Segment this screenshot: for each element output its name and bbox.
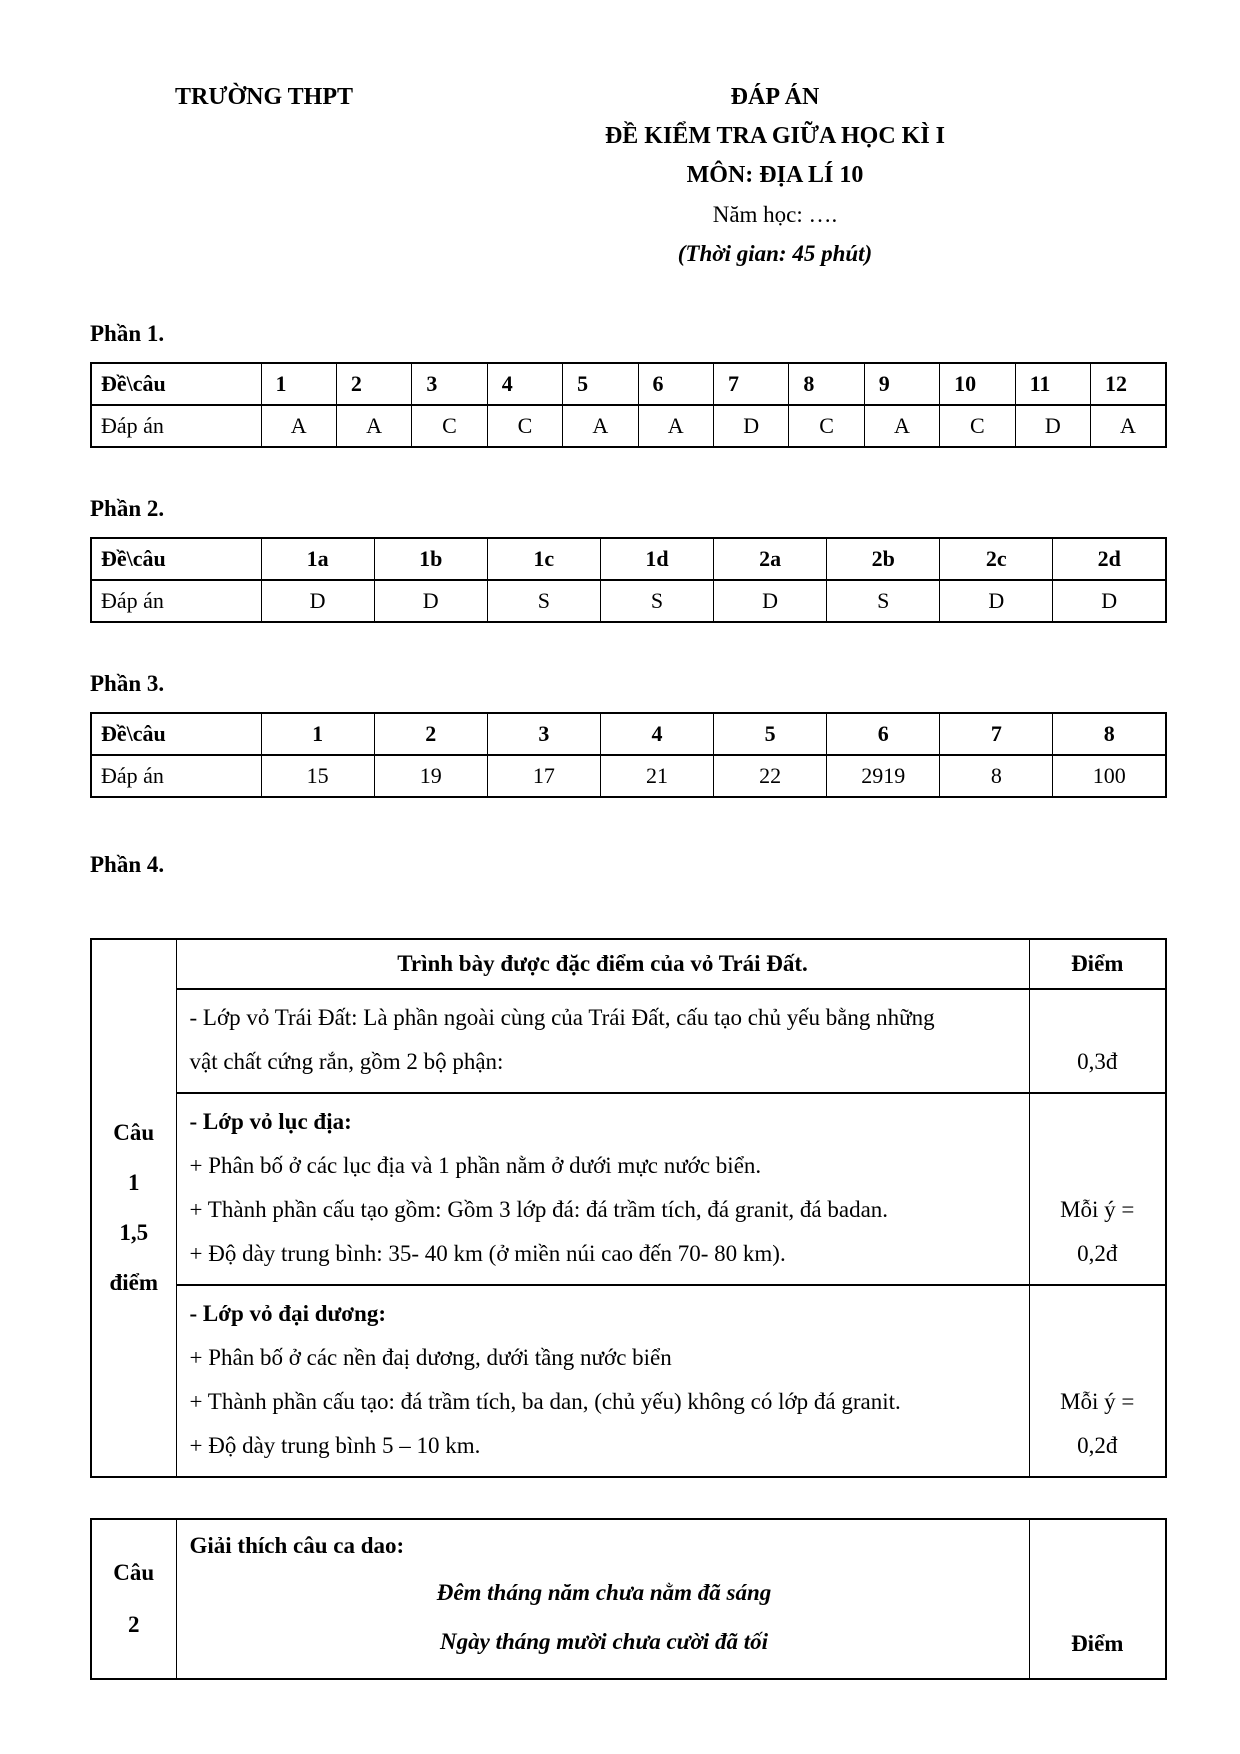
column-header: 11: [1015, 363, 1090, 405]
points-value: 0,2đ: [1077, 1241, 1118, 1266]
answer-cell: 2919: [827, 755, 940, 797]
answer-cell: 8: [940, 755, 1053, 797]
document-header: [90, 78, 1167, 273]
column-header: 1c: [487, 538, 600, 580]
rubric-line: - Lớp vỏ lục địa:: [189, 1109, 352, 1134]
answer-cell: S: [827, 580, 940, 622]
column-header: 8: [1053, 713, 1166, 755]
answer-table-part3: [90, 712, 1167, 798]
column-header: 9: [864, 363, 939, 405]
answer-row: [91, 755, 1166, 797]
answer-cell: D: [261, 580, 374, 622]
column-header: 2b: [827, 538, 940, 580]
rubric-line: + Độ dày trung bình 5 – 10 km.: [189, 1433, 481, 1458]
rubric-row: [91, 1093, 1166, 1285]
rubric-line: + Thành phần cấu tạo: đá trầm tích, ba dan, (chủ yếu) không có lớp đá granit.: [189, 1389, 901, 1414]
answer-cell: S: [487, 580, 600, 622]
answer-cell: D: [940, 580, 1053, 622]
question2-content: [176, 1519, 1029, 1679]
answer-cell: D: [1015, 405, 1090, 447]
answer-table-part1: [90, 362, 1167, 448]
section-heading-part3: Phần 3.: [90, 671, 165, 696]
rubric-line: - Lớp vỏ Trái Đất: Là phần ngoài cùng của Trái Đất, cấu tạo chủ yếu bằng những vật chất cứng rắn, gồm 2 bộ phận:: [189, 1005, 935, 1074]
column-header: 1b: [374, 538, 487, 580]
answer-cell: 21: [600, 755, 713, 797]
question-score: 1,5: [119, 1220, 149, 1245]
column-header: 2d: [1053, 538, 1166, 580]
answer-cell: D: [713, 405, 788, 447]
answer-key-title: ĐÁP ÁN: [730, 84, 820, 110]
points-cell: [1029, 1285, 1166, 1477]
answer-cell: D: [714, 580, 827, 622]
section-heading-part1: Phần 1.: [90, 321, 165, 346]
question-number: 2: [128, 1612, 140, 1637]
column-header: 2c: [940, 538, 1053, 580]
rubric-line: - Lớp vỏ đại dương:: [189, 1301, 386, 1326]
column-header: 5: [563, 363, 638, 405]
answer-cell: A: [1090, 405, 1166, 447]
answer-cell: A: [563, 405, 638, 447]
answer-cell: A: [864, 405, 939, 447]
column-header: 5: [714, 713, 827, 755]
rubric-row-content: [176, 1285, 1029, 1477]
question-word: Câu: [113, 1560, 155, 1585]
column-header: 2: [374, 713, 487, 755]
rubric-line: + Phân bố ở các nền đaị dương, dưới tầng nước biển: [189, 1345, 672, 1370]
column-header: 8: [789, 363, 864, 405]
answer-cell: C: [487, 405, 562, 447]
answer-cell: 19: [374, 755, 487, 797]
answer-cell: C: [412, 405, 487, 447]
answer-cell: C: [940, 405, 1015, 447]
answer-row: [91, 405, 1166, 447]
answer-cell: D: [374, 580, 487, 622]
rubric-row: [91, 1285, 1166, 1477]
section-heading-part4: Phần 4.: [90, 852, 165, 877]
column-header: 6: [638, 363, 713, 405]
points-header: Điểm: [1029, 1519, 1166, 1679]
points-header: Điểm: [1029, 939, 1166, 989]
question-score-unit: điểm: [109, 1270, 159, 1295]
row-label: Đáp án: [91, 580, 261, 622]
column-header: 4: [600, 713, 713, 755]
rubric-row-content: [176, 1093, 1029, 1285]
question2-intro: Giải thích câu ca dao:: [189, 1533, 405, 1558]
points-cell: [1029, 989, 1166, 1093]
points-value: 0,2đ: [1077, 1433, 1118, 1458]
column-header: 12: [1090, 363, 1166, 405]
column-header: 1: [261, 363, 336, 405]
answer-cell: 15: [261, 755, 374, 797]
answer-cell: A: [336, 405, 411, 447]
rubric-row-content: [176, 989, 1029, 1093]
column-header: 2: [336, 363, 411, 405]
question2-label: [91, 1519, 176, 1679]
answer-cell: C: [789, 405, 864, 447]
column-header: 3: [412, 363, 487, 405]
points-cell: [1029, 1093, 1166, 1285]
section-heading-part2: Phần 2.: [90, 496, 165, 521]
answer-cell: 100: [1053, 755, 1166, 797]
points-value: 0,3đ: [1077, 1049, 1118, 1074]
school-year: Năm học: ….: [712, 202, 838, 227]
column-header: 2a: [714, 538, 827, 580]
column-header: 4: [487, 363, 562, 405]
answer-cell: S: [600, 580, 713, 622]
answer-cell: 17: [487, 755, 600, 797]
points-value: Mỗi ý =: [1060, 1389, 1135, 1414]
points-value: Mỗi ý =: [1060, 1197, 1135, 1222]
column-header: 7: [940, 713, 1053, 755]
row-label: Đề\câu: [91, 538, 261, 580]
answer-table-part2: [90, 537, 1167, 623]
answer-cell: A: [261, 405, 336, 447]
answer-cell: 22: [714, 755, 827, 797]
rubric-header-row: [91, 939, 1166, 989]
column-header: 3: [487, 713, 600, 755]
column-header: 1a: [261, 538, 374, 580]
row-label: Đáp án: [91, 755, 261, 797]
rubric-title: Trình bày được đặc điểm của vỏ Trái Đất.: [176, 939, 1029, 989]
column-header: 1: [261, 713, 374, 755]
rubric-line: + Thành phần cấu tạo gồm: Gồm 3 lớp đá: đá trầm tích, đá granit, đá badan.: [189, 1197, 889, 1222]
rubric-line: + Độ dày trung bình: 35- 40 km (ở miền núi cao đến 70- 80 km).: [189, 1241, 786, 1266]
exam-duration: (Thời gian: 45 phút): [677, 241, 873, 266]
header-row: [91, 713, 1166, 755]
school-name: TRƯỜNG THPT: [175, 84, 354, 110]
exam-subject: MÔN: ĐỊA LÍ 10: [686, 162, 864, 188]
column-header: 6: [827, 713, 940, 755]
rubric-line: + Phân bố ở các lục địa và 1 phần nằm ở dưới mực nước biển.: [189, 1153, 762, 1178]
question1-label: [91, 939, 176, 1477]
answer-cell: D: [1053, 580, 1166, 622]
rubric-table-question1: [90, 938, 1167, 1478]
question-number: 1: [128, 1170, 140, 1195]
exam-title-block: [475, 78, 1075, 273]
column-header: 1d: [600, 538, 713, 580]
verse-line-1: Đêm tháng năm chưa nằm đã sáng: [436, 1580, 772, 1605]
header-row: [91, 538, 1166, 580]
column-header: 7: [713, 363, 788, 405]
rubric-row: [91, 1519, 1166, 1679]
rubric-row: [91, 989, 1166, 1093]
header-row: [91, 363, 1166, 405]
rubric-table-question2: [90, 1518, 1167, 1680]
question-word: Câu: [113, 1120, 155, 1145]
row-label: Đề\câu: [91, 363, 261, 405]
row-label: Đáp án: [91, 405, 261, 447]
answer-row: [91, 580, 1166, 622]
row-label: Đề\câu: [91, 713, 261, 755]
exam-title: ĐỀ KIỂM TRA GIỮA HỌC KÌ I: [604, 123, 946, 149]
column-header: 10: [940, 363, 1015, 405]
answer-cell: A: [638, 405, 713, 447]
verse-line-2: Ngày tháng mười chưa cười đã tối: [440, 1629, 768, 1654]
